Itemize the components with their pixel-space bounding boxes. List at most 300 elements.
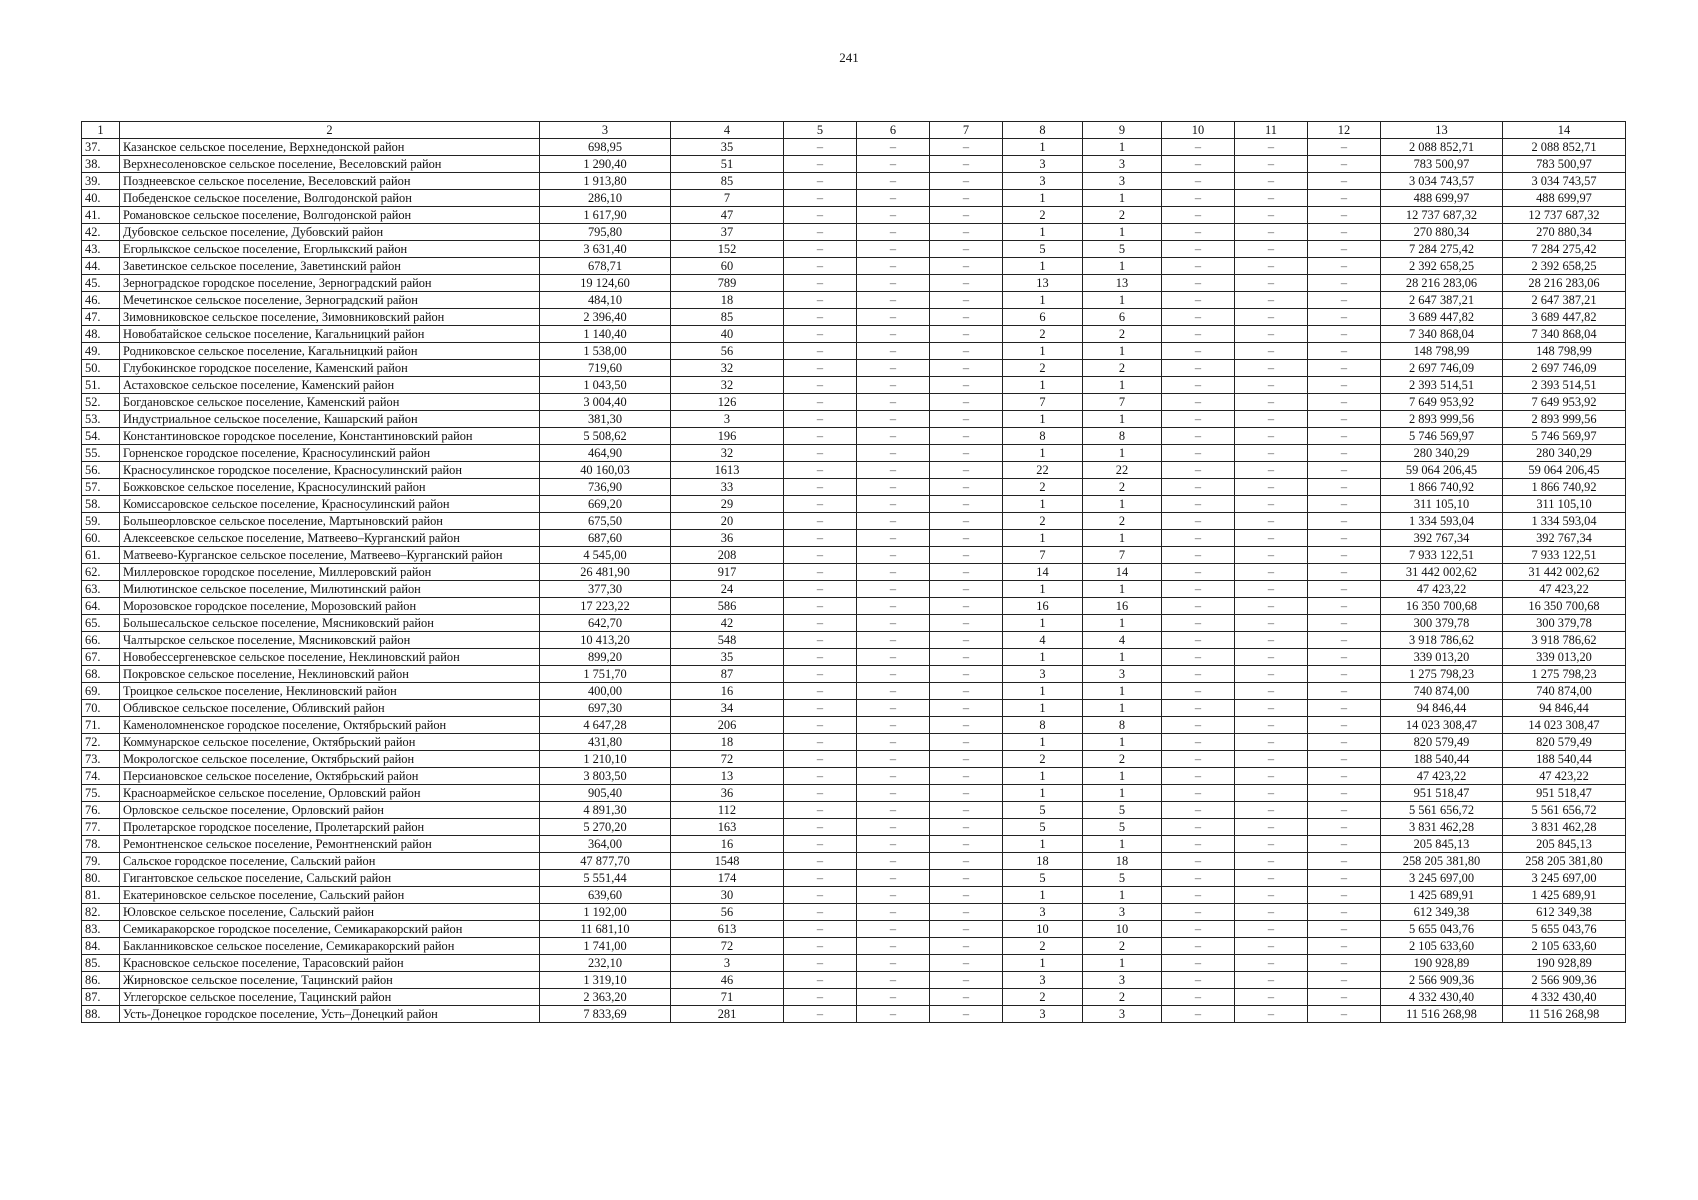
table-cell: 4 891,30 [540,802,671,819]
table-cell: 3 [1003,173,1083,190]
table-cell: 1 [1003,785,1083,802]
table-cell: – [857,547,930,564]
table-cell: Зимовниковское сельское поселение, Зимовниковский район [120,309,540,326]
table-cell: – [930,309,1003,326]
table-cell: 1 [1083,411,1162,428]
table-cell: – [1308,955,1381,972]
table-cell: 3 631,40 [540,241,671,258]
table-cell: – [784,717,857,734]
table-cell: 66. [82,632,120,649]
table-cell: 3 [1083,972,1162,989]
table-cell: – [1162,428,1235,445]
table-cell: 58. [82,496,120,513]
table-cell: 45. [82,275,120,292]
table-cell: 1 [1083,258,1162,275]
table-cell: 59 064 206,45 [1381,462,1503,479]
table-cell: 16 [1083,598,1162,615]
table-cell: Сальское городское поселение, Сальский район [120,853,540,870]
table-cell: 392 767,34 [1503,530,1626,547]
table-cell: Коммунарское сельское поселение, Октябрьский район [120,734,540,751]
table-cell: 1613 [671,462,784,479]
table-cell: – [784,700,857,717]
table-cell: – [1235,666,1308,683]
table-cell: 1 [1083,292,1162,309]
table-cell: – [930,224,1003,241]
table-cell: – [1235,649,1308,666]
table-cell: Верхнесоленовское сельское поселение, Веселовский район [120,156,540,173]
table-cell: – [857,496,930,513]
table-cell: 3 [1003,972,1083,989]
table-cell: – [930,887,1003,904]
table-cell: 1 866 740,92 [1381,479,1503,496]
table-cell: 14 023 308,47 [1381,717,1503,734]
table-cell: 56 [671,904,784,921]
table-cell: – [857,870,930,887]
table-cell: – [784,156,857,173]
table-cell: – [1235,938,1308,955]
table-cell: – [1308,292,1381,309]
table-cell: 148 798,99 [1503,343,1626,360]
table-cell: – [857,768,930,785]
table-cell: 190 928,89 [1503,955,1626,972]
table-cell: – [1308,139,1381,156]
table-cell: 1 [1083,683,1162,700]
table-cell: 1 538,00 [540,343,671,360]
table-cell: – [857,292,930,309]
table-cell: – [930,156,1003,173]
table-cell: 18 [1003,853,1083,870]
table-cell: 39. [82,173,120,190]
table-cell: – [1162,496,1235,513]
table-cell: – [1235,700,1308,717]
table-cell: 17 223,22 [540,598,671,615]
table-cell: 87 [671,666,784,683]
table-cell: 31 442 002,62 [1503,564,1626,581]
table-cell: – [1235,292,1308,309]
table-cell: 339 013,20 [1381,649,1503,666]
table-cell: 3 [671,411,784,428]
header-row [82,122,1626,139]
table-cell: 11 681,10 [540,921,671,938]
table-cell: – [1162,768,1235,785]
table-cell: 1 140,40 [540,326,671,343]
table-cell: 40 160,03 [540,462,671,479]
table-cell: – [784,411,857,428]
table-cell: 687,60 [540,530,671,547]
table-cell: Покровское сельское поселение, Неклиновский район [120,666,540,683]
table-cell: 188 540,44 [1381,751,1503,768]
table-cell: 1 [1003,581,1083,598]
table-cell: 69. [82,683,120,700]
table-cell: 59 064 206,45 [1503,462,1626,479]
table-cell: – [1308,598,1381,615]
table-cell: Константиновское городское поселение, Константиновский район [120,428,540,445]
table-cell: 86. [82,972,120,989]
table-cell: 1548 [671,853,784,870]
table-cell: 1 334 593,04 [1503,513,1626,530]
table-cell: 52. [82,394,120,411]
table-cell: – [1235,989,1308,1006]
table-cell: 7 [671,190,784,207]
table-cell: – [857,683,930,700]
table-cell: 270 880,34 [1503,224,1626,241]
table-row [82,581,1626,598]
table-cell: 148 798,99 [1381,343,1503,360]
table-cell: – [1162,190,1235,207]
table-cell: 1 [1083,496,1162,513]
table-cell: 205 845,13 [1503,836,1626,853]
table-cell: 14 023 308,47 [1503,717,1626,734]
table-cell: – [1162,921,1235,938]
table-cell: Ремонтненское сельское поселение, Ремонтненский район [120,836,540,853]
table-cell: – [784,581,857,598]
table-cell: – [1162,275,1235,292]
table-cell: 1 [1003,258,1083,275]
table-cell: – [1308,207,1381,224]
table-cell: 34 [671,700,784,717]
table-cell: 1 [1003,615,1083,632]
table-cell: – [784,853,857,870]
table-cell: 76. [82,802,120,819]
table-cell: 18 [671,292,784,309]
table-cell: – [1308,921,1381,938]
table-row [82,139,1626,156]
table-cell: 1 [1003,139,1083,156]
column-header: 2 [120,122,540,139]
table-cell: – [857,207,930,224]
table-cell: – [857,598,930,615]
table-row [82,649,1626,666]
table-cell: 6 [1083,309,1162,326]
table-row [82,870,1626,887]
table-cell: – [1308,377,1381,394]
table-cell: 48. [82,326,120,343]
table-cell: – [1308,666,1381,683]
table-cell: – [857,785,930,802]
table-cell: 431,80 [540,734,671,751]
table-cell: – [1162,972,1235,989]
table-cell: 28 216 283,06 [1381,275,1503,292]
table-cell: – [1308,836,1381,853]
table-cell: 2 [1003,989,1083,1006]
table-cell: 2 566 909,36 [1381,972,1503,989]
table-cell: 60 [671,258,784,275]
table-cell: – [784,275,857,292]
table-cell: 2 [1083,938,1162,955]
table-cell: 16 350 700,68 [1381,598,1503,615]
table-cell: 1 617,90 [540,207,671,224]
table-cell: 1 [1003,734,1083,751]
table-cell: Новобатайское сельское поселение, Кагальницкий район [120,326,540,343]
table-cell: – [1162,734,1235,751]
table-cell: 2 [1003,207,1083,224]
table-cell: – [857,989,930,1006]
table-cell: – [857,972,930,989]
table-cell: – [930,479,1003,496]
table-cell: – [857,751,930,768]
table-cell: 1 [1003,955,1083,972]
table-cell: 37 [671,224,784,241]
table-cell: Большесальское сельское поселение, Мясниковский район [120,615,540,632]
table-cell: 126 [671,394,784,411]
table-cell: – [1235,564,1308,581]
table-cell: – [1235,734,1308,751]
table-cell: – [1235,224,1308,241]
table-cell: 258 205 381,80 [1381,853,1503,870]
table-cell: 7 284 275,42 [1381,241,1503,258]
table-cell: 112 [671,802,784,819]
table-cell: 12 737 687,32 [1503,207,1626,224]
table-cell: 1 [1083,445,1162,462]
table-cell: Чалтырское сельское поселение, Мясниковский район [120,632,540,649]
table-cell: – [1308,904,1381,921]
table-cell: 639,60 [540,887,671,904]
table-cell: 5 655 043,76 [1503,921,1626,938]
table-cell: 5 746 569,97 [1503,428,1626,445]
table-cell: – [784,615,857,632]
table-cell: – [784,819,857,836]
table-cell: 2 396,40 [540,309,671,326]
table-cell: – [930,258,1003,275]
table-cell: 2 [1083,326,1162,343]
table-cell: – [1235,309,1308,326]
table-cell: 3 [1083,156,1162,173]
table-cell: 2 [1003,751,1083,768]
table-cell: 4 647,28 [540,717,671,734]
table-cell: – [857,819,930,836]
table-cell: – [784,785,857,802]
table-cell: – [930,836,1003,853]
table-cell: 1 [1003,768,1083,785]
table-row [82,802,1626,819]
table-cell: 32 [671,445,784,462]
page-number: 241 [839,50,859,65]
table-cell: – [1235,581,1308,598]
table-cell: – [1162,785,1235,802]
table-cell: – [1162,207,1235,224]
table-cell: – [930,496,1003,513]
table-cell: 951 518,47 [1381,785,1503,802]
table-cell: Гигантовское сельское поселение, Сальский район [120,870,540,887]
table-cell: 10 [1083,921,1162,938]
table-cell: 5 551,44 [540,870,671,887]
table-cell: 3 689 447,82 [1381,309,1503,326]
table-cell: – [1308,785,1381,802]
table-cell: – [1308,972,1381,989]
table-cell: 1 [1083,224,1162,241]
table-cell: – [1162,343,1235,360]
table-cell: 1 741,00 [540,938,671,955]
table-cell: Миллеровское городское поселение, Миллеровский район [120,564,540,581]
table-cell: – [857,921,930,938]
table-cell: – [857,649,930,666]
table-cell: 33 [671,479,784,496]
table-cell: – [857,156,930,173]
table-cell: 85. [82,955,120,972]
table-cell: – [1235,258,1308,275]
table-cell: – [930,326,1003,343]
table-cell: – [1162,411,1235,428]
table-cell: – [1308,258,1381,275]
table-cell: Комиссаровское сельское поселение, Красносулинский район [120,496,540,513]
table-cell: – [1235,819,1308,836]
table-cell: – [930,819,1003,836]
table-cell: – [1235,751,1308,768]
table-cell: – [930,955,1003,972]
table-cell: – [1308,989,1381,1006]
table-cell: – [784,292,857,309]
table-cell: – [1308,496,1381,513]
table-cell: 44. [82,258,120,275]
table-cell: 13 [671,768,784,785]
table-cell: – [930,1006,1003,1023]
table-cell: 87. [82,989,120,1006]
column-header: 5 [784,122,857,139]
table-cell: – [1308,445,1381,462]
table-cell: – [1162,292,1235,309]
table-cell: 2 [1003,360,1083,377]
table-cell: – [784,445,857,462]
table-cell: – [930,173,1003,190]
table-cell: 1 [1003,343,1083,360]
table-cell: – [1235,360,1308,377]
table-cell: – [1162,853,1235,870]
table-cell: – [1162,870,1235,887]
table-cell: Астаховское сельское поселение, Каменский район [120,377,540,394]
table-cell: – [857,615,930,632]
table-cell: – [1235,921,1308,938]
table-cell: 2 363,20 [540,989,671,1006]
table-row [82,887,1626,904]
table-cell: Юловское сельское поселение, Сальский район [120,904,540,921]
table-row [82,275,1626,292]
table-cell: 51. [82,377,120,394]
table-cell: 75. [82,785,120,802]
table-cell: 5 561 656,72 [1381,802,1503,819]
table-cell: 1 [1003,445,1083,462]
table-cell: 46 [671,972,784,989]
table-cell: 2 393 514,51 [1381,377,1503,394]
table-cell: – [1308,224,1381,241]
table-cell: – [1162,360,1235,377]
table-cell: – [930,394,1003,411]
table-cell: – [930,785,1003,802]
table-cell: – [1162,241,1235,258]
table-row [82,292,1626,309]
column-header: 8 [1003,122,1083,139]
table-cell: – [1308,751,1381,768]
table-cell: 5 [1083,241,1162,258]
column-header: 10 [1162,122,1235,139]
table-cell: Персиановское сельское поселение, Октябрьский район [120,768,540,785]
table-cell: 35 [671,649,784,666]
table-cell: – [1235,615,1308,632]
table-cell: – [784,547,857,564]
table-cell: – [857,258,930,275]
table-cell: – [930,292,1003,309]
table-cell: 46. [82,292,120,309]
table-cell: – [930,513,1003,530]
table-cell: 3 [1003,1006,1083,1023]
table-cell: 3 803,50 [540,768,671,785]
table-cell: – [857,309,930,326]
table-cell: 84. [82,938,120,955]
table-cell: – [930,530,1003,547]
table-cell: – [1162,717,1235,734]
table-cell: 70. [82,700,120,717]
table-cell: – [857,479,930,496]
table-cell: 10 413,20 [540,632,671,649]
table-cell: 300 379,78 [1503,615,1626,632]
table-cell: – [784,904,857,921]
table-cell: – [1235,326,1308,343]
table-cell: 642,70 [540,615,671,632]
table-cell: Мечетинское сельское поселение, Зерноградский район [120,292,540,309]
table-cell: 38. [82,156,120,173]
table-cell: – [857,462,930,479]
table-cell: – [784,734,857,751]
table-cell: 783 500,97 [1503,156,1626,173]
table-cell: – [857,411,930,428]
table-cell: 1 [1003,887,1083,904]
table-cell: – [1308,411,1381,428]
table-cell: – [784,496,857,513]
table-cell: – [1162,224,1235,241]
table-cell: – [1235,598,1308,615]
table-cell: Обливское сельское поселение, Обливский район [120,700,540,717]
table-cell: 280 340,29 [1381,445,1503,462]
table-cell: 71. [82,717,120,734]
table-cell: Красноармейское сельское поселение, Орловский район [120,785,540,802]
table-cell: 2 [1003,513,1083,530]
table-cell: – [1308,632,1381,649]
column-header: 1 [82,122,120,139]
table-cell: – [1235,717,1308,734]
table-cell: – [784,870,857,887]
table-row [82,683,1626,700]
table-cell: 65. [82,615,120,632]
table-cell: 79. [82,853,120,870]
table-row [82,360,1626,377]
table-cell: 3 [671,955,784,972]
table-cell: Позднеевское сельское поселение, Веселовский район [120,173,540,190]
table-cell: – [1308,479,1381,496]
table-cell: 47 423,22 [1381,581,1503,598]
table-cell: – [1162,700,1235,717]
table-cell: – [857,700,930,717]
table-cell: 2 [1083,513,1162,530]
table-cell: – [784,462,857,479]
table-cell: 35 [671,139,784,156]
table-cell: 697,30 [540,700,671,717]
table-cell: – [930,547,1003,564]
table-cell: 196 [671,428,784,445]
table-cell: – [1162,887,1235,904]
table-cell: – [930,139,1003,156]
table-cell: 3 831 462,28 [1381,819,1503,836]
table-cell: 2 105 633,60 [1503,938,1626,955]
table-cell: – [857,428,930,445]
table-cell: – [1308,156,1381,173]
table-cell: 1 751,70 [540,666,671,683]
table-cell: – [1308,343,1381,360]
table-cell: 7 833,69 [540,1006,671,1023]
table-cell: 2 647 387,21 [1503,292,1626,309]
table-cell: Екатериновское сельское поселение, Сальский район [120,887,540,904]
table-cell: 613 [671,921,784,938]
table-cell: 3 004,40 [540,394,671,411]
table-cell: 3 [1083,1006,1162,1023]
